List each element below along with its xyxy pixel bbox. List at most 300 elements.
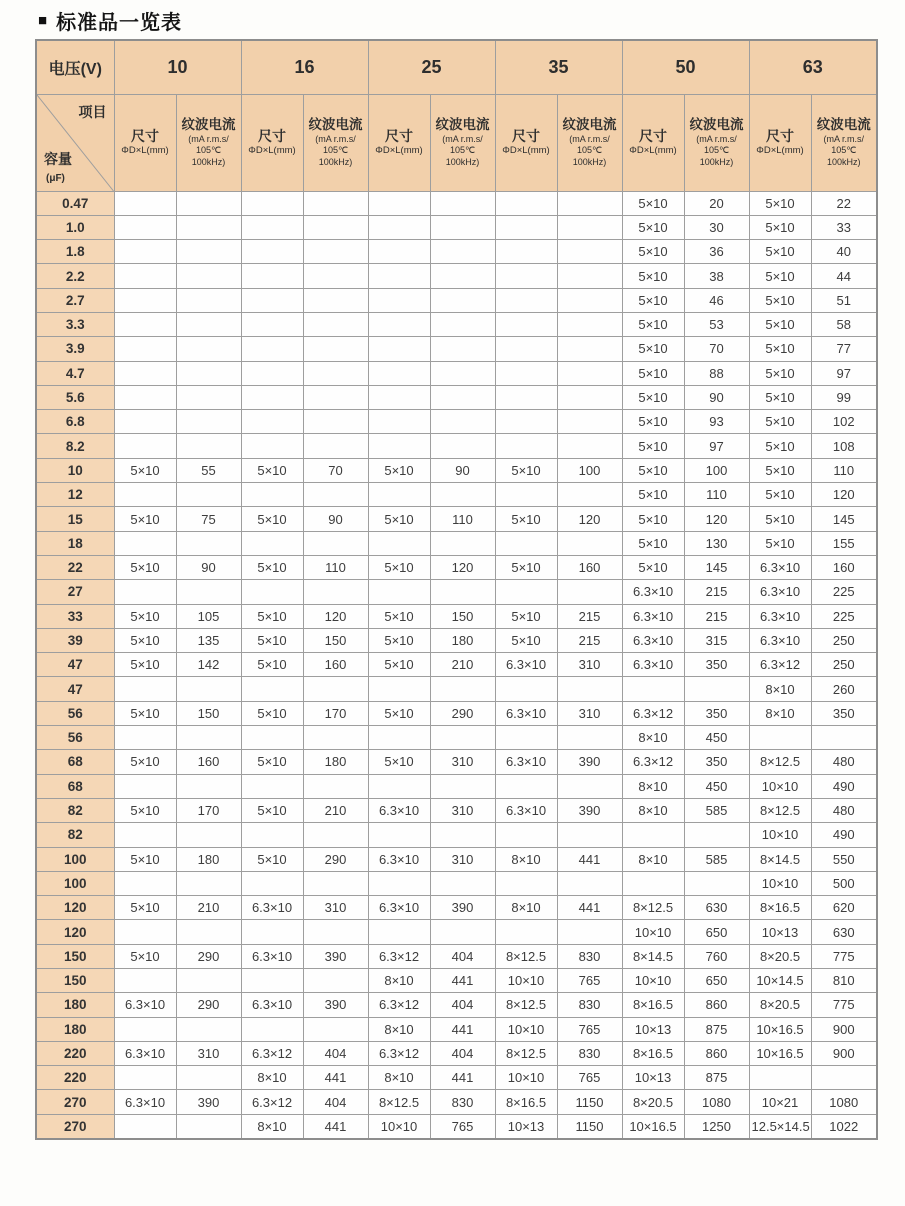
ripple-value-cell xyxy=(176,871,241,895)
ripple-value-cell: 58 xyxy=(811,312,877,336)
ripple-value-cell: 875 xyxy=(684,1066,749,1090)
table-row xyxy=(36,361,877,385)
size-value-cell: 6.3×10 xyxy=(749,580,811,604)
ripple-value-cell xyxy=(557,361,622,385)
ripple-value-cell: 108 xyxy=(811,434,877,458)
ripple-value-cell: 110 xyxy=(430,507,495,531)
size-value-cell: 5×10 xyxy=(368,701,430,725)
ripple-value-cell: 90 xyxy=(303,507,368,531)
size-value-cell: 6.3×10 xyxy=(495,653,557,677)
ripple-value-cell xyxy=(303,823,368,847)
ripple-value-cell: 310 xyxy=(430,750,495,774)
ripple-value-cell: 145 xyxy=(684,555,749,579)
size-value-cell: 8×10 xyxy=(622,847,684,871)
capacity-cell: 33 xyxy=(36,604,114,628)
size-value-cell xyxy=(241,410,303,434)
ripple-value-cell xyxy=(303,677,368,701)
size-value-cell: 5×10 xyxy=(749,215,811,239)
size-value-cell: 5×10 xyxy=(495,604,557,628)
size-value-cell xyxy=(241,288,303,312)
size-value-cell: 6.3×12 xyxy=(622,701,684,725)
ripple-value-cell: 1022 xyxy=(811,1114,877,1138)
capacity-cell: 2.7 xyxy=(36,288,114,312)
size-value-cell: 5×10 xyxy=(749,458,811,482)
ripple-value-cell: 36 xyxy=(684,240,749,264)
size-value-cell xyxy=(241,920,303,944)
ripple-value-cell: 404 xyxy=(430,1041,495,1065)
ripple-value-cell: 875 xyxy=(684,1017,749,1041)
ripple-value-cell xyxy=(684,677,749,701)
ripple-value-cell: 900 xyxy=(811,1017,877,1041)
size-value-cell: 6.3×10 xyxy=(114,1090,176,1114)
table-row xyxy=(36,969,877,993)
ripple-value-cell: 100 xyxy=(684,458,749,482)
size-value-cell xyxy=(114,774,176,798)
size-value-cell xyxy=(622,677,684,701)
voltage-header-16: 16 xyxy=(241,40,368,94)
size-value-cell xyxy=(495,823,557,847)
capacity-cell: 47 xyxy=(36,677,114,701)
size-value-cell: 5×10 xyxy=(622,555,684,579)
ripple-value-cell: 120 xyxy=(811,483,877,507)
size-value-cell: 5×10 xyxy=(749,410,811,434)
capacity-cell: 1.0 xyxy=(36,215,114,239)
ripple-value-cell xyxy=(430,726,495,750)
ripple-value-cell: 1150 xyxy=(557,1114,622,1138)
size-value-cell xyxy=(241,264,303,288)
voltage-corner-label: 电压(V) xyxy=(36,40,114,94)
ripple-value-cell xyxy=(303,1017,368,1041)
capacity-cell: 120 xyxy=(36,896,114,920)
size-value-cell: 5×10 xyxy=(114,628,176,652)
ripple-current-header-25v: 纹波电流 (mA r.m.s/ 105℃ 100kHz) xyxy=(430,94,495,191)
size-value-cell: 5×10 xyxy=(749,434,811,458)
table-row xyxy=(36,580,877,604)
size-value-cell xyxy=(368,410,430,434)
ripple-value-cell xyxy=(557,434,622,458)
size-value-cell xyxy=(114,264,176,288)
ripple-value-cell xyxy=(176,361,241,385)
table-body xyxy=(36,191,877,1139)
size-value-cell xyxy=(495,677,557,701)
size-value-cell xyxy=(368,337,430,361)
size-value-cell: 5×10 xyxy=(114,847,176,871)
ripple-value-cell: 120 xyxy=(303,604,368,628)
size-value-cell xyxy=(368,312,430,336)
capacity-cell: 3.9 xyxy=(36,337,114,361)
ripple-value-cell: 775 xyxy=(811,993,877,1017)
ripple-value-cell xyxy=(430,337,495,361)
ripple-value-cell: 350 xyxy=(684,653,749,677)
ripple-value-cell xyxy=(430,920,495,944)
ripple-value-cell: 830 xyxy=(557,993,622,1017)
ripple-value-cell: 20 xyxy=(684,191,749,215)
size-value-cell: 6.3×10 xyxy=(114,993,176,1017)
ripple-value-cell: 53 xyxy=(684,312,749,336)
ripple-value-cell xyxy=(176,677,241,701)
ripple-value-cell xyxy=(176,969,241,993)
size-value-cell xyxy=(241,969,303,993)
ripple-value-cell xyxy=(303,312,368,336)
ripple-value-cell: 145 xyxy=(811,507,877,531)
size-value-cell: 8×10 xyxy=(368,1017,430,1041)
size-value-cell xyxy=(495,264,557,288)
ripple-value-cell: 250 xyxy=(811,628,877,652)
ripple-value-cell: 585 xyxy=(684,847,749,871)
ripple-value-cell: 390 xyxy=(430,896,495,920)
table-row xyxy=(36,191,877,215)
size-value-cell: 6.3×10 xyxy=(749,604,811,628)
size-value-cell xyxy=(749,1066,811,1090)
ripple-value-cell xyxy=(303,240,368,264)
size-value-cell xyxy=(241,677,303,701)
size-value-cell: 6.3×12 xyxy=(368,1041,430,1065)
size-value-cell xyxy=(114,337,176,361)
ripple-value-cell xyxy=(176,240,241,264)
size-value-cell: 8×20.5 xyxy=(749,944,811,968)
ripple-value-cell: 215 xyxy=(557,628,622,652)
ripple-value-cell: 150 xyxy=(176,701,241,725)
size-value-cell: 5×10 xyxy=(749,483,811,507)
ripple-value-cell: 38 xyxy=(684,264,749,288)
size-value-cell xyxy=(114,531,176,555)
size-value-cell xyxy=(368,434,430,458)
size-value-cell: 12.5×14.5 xyxy=(749,1114,811,1138)
size-value-cell: 5×10 xyxy=(114,458,176,482)
size-value-cell xyxy=(368,774,430,798)
ripple-value-cell: 830 xyxy=(430,1090,495,1114)
table-row xyxy=(36,798,877,822)
size-value-cell: 5×10 xyxy=(495,628,557,652)
size-value-cell: 5×10 xyxy=(241,555,303,579)
size-value-cell: 6.3×10 xyxy=(495,750,557,774)
ripple-value-cell xyxy=(430,288,495,312)
size-value-cell xyxy=(114,288,176,312)
size-value-cell: 10×14.5 xyxy=(749,969,811,993)
size-value-cell: 5×10 xyxy=(114,896,176,920)
ripple-current-header-16v: 纹波电流 (mA r.m.s/ 105℃ 100kHz) xyxy=(303,94,368,191)
capacity-cell: 39 xyxy=(36,628,114,652)
table-row xyxy=(36,1090,877,1114)
size-value-cell: 5×10 xyxy=(749,288,811,312)
ripple-value-cell: 1080 xyxy=(684,1090,749,1114)
ripple-value-cell: 33 xyxy=(811,215,877,239)
ripple-value-cell: 51 xyxy=(811,288,877,312)
ripple-value-cell: 99 xyxy=(811,385,877,409)
size-value-cell: 5×10 xyxy=(622,410,684,434)
size-value-cell: 5×10 xyxy=(241,798,303,822)
table-row xyxy=(36,847,877,871)
size-value-cell: 10×21 xyxy=(749,1090,811,1114)
table-row xyxy=(36,823,877,847)
size-value-cell xyxy=(368,288,430,312)
size-value-cell xyxy=(114,240,176,264)
size-value-cell xyxy=(495,920,557,944)
size-value-cell xyxy=(368,726,430,750)
ripple-value-cell: 225 xyxy=(811,580,877,604)
capacity-cell: 10 xyxy=(36,458,114,482)
capacity-cell: 56 xyxy=(36,701,114,725)
size-value-cell xyxy=(241,361,303,385)
size-header-25v: 尺寸 ΦD×L(mm) xyxy=(368,94,430,191)
size-value-cell: 5×10 xyxy=(622,264,684,288)
size-value-cell xyxy=(495,288,557,312)
size-value-cell: 6.3×12 xyxy=(622,750,684,774)
capacity-cell: 100 xyxy=(36,847,114,871)
size-value-cell xyxy=(368,385,430,409)
ripple-value-cell xyxy=(557,240,622,264)
ripple-value-cell: 260 xyxy=(811,677,877,701)
ripple-value-cell xyxy=(176,823,241,847)
ripple-value-cell xyxy=(303,774,368,798)
ripple-value-cell: 250 xyxy=(811,653,877,677)
size-value-cell: 10×16.5 xyxy=(749,1041,811,1065)
capacity-cell: 220 xyxy=(36,1041,114,1065)
size-value-cell: 5×10 xyxy=(368,555,430,579)
ripple-value-cell: 500 xyxy=(811,871,877,895)
size-value-cell: 5×10 xyxy=(368,604,430,628)
ripple-value-cell: 1250 xyxy=(684,1114,749,1138)
capacity-cell: 220 xyxy=(36,1066,114,1090)
size-value-cell xyxy=(114,580,176,604)
size-value-cell: 5×10 xyxy=(114,507,176,531)
size-value-cell xyxy=(114,483,176,507)
ripple-value-cell xyxy=(430,191,495,215)
size-header-50v: 尺寸 ΦD×L(mm) xyxy=(622,94,684,191)
ripple-value-cell xyxy=(684,823,749,847)
size-value-cell: 5×10 xyxy=(622,531,684,555)
size-value-cell: 5×10 xyxy=(622,458,684,482)
size-value-cell: 6.3×10 xyxy=(622,604,684,628)
size-value-cell xyxy=(114,726,176,750)
size-value-cell xyxy=(241,871,303,895)
ripple-value-cell: 760 xyxy=(684,944,749,968)
ripple-value-cell: 170 xyxy=(176,798,241,822)
size-value-cell: 5×10 xyxy=(622,337,684,361)
size-header-63v: 尺寸 ΦD×L(mm) xyxy=(749,94,811,191)
ripple-value-cell xyxy=(811,726,877,750)
capacity-cell: 270 xyxy=(36,1090,114,1114)
ripple-value-cell: 290 xyxy=(176,993,241,1017)
ripple-value-cell: 315 xyxy=(684,628,749,652)
ripple-value-cell xyxy=(303,385,368,409)
capacity-cell: 8.2 xyxy=(36,434,114,458)
ripple-value-cell: 210 xyxy=(176,896,241,920)
size-value-cell: 6.3×10 xyxy=(495,798,557,822)
size-value-cell xyxy=(495,191,557,215)
capacity-cell: 68 xyxy=(36,750,114,774)
capacity-cell: 82 xyxy=(36,823,114,847)
table-row xyxy=(36,458,877,482)
size-value-cell xyxy=(241,215,303,239)
capacity-cell: 15 xyxy=(36,507,114,531)
size-value-cell: 6.3×10 xyxy=(749,628,811,652)
size-value-cell: 6.3×12 xyxy=(749,653,811,677)
ripple-value-cell: 160 xyxy=(303,653,368,677)
table-row xyxy=(36,750,877,774)
size-value-cell: 5×10 xyxy=(241,628,303,652)
ripple-value-cell xyxy=(176,774,241,798)
size-value-cell: 6.3×10 xyxy=(749,555,811,579)
ripple-value-cell xyxy=(557,677,622,701)
size-value-cell: 8×12.5 xyxy=(495,944,557,968)
ripple-value-cell xyxy=(176,1114,241,1138)
ripple-value-cell: 775 xyxy=(811,944,877,968)
ripple-value-cell: 290 xyxy=(176,944,241,968)
ripple-value-cell xyxy=(176,288,241,312)
ripple-value-cell: 290 xyxy=(303,847,368,871)
capacity-cell: 56 xyxy=(36,726,114,750)
size-value-cell xyxy=(368,240,430,264)
size-value-cell: 5×10 xyxy=(622,434,684,458)
ripple-value-cell: 390 xyxy=(557,750,622,774)
table-row xyxy=(36,240,877,264)
ripple-value-cell xyxy=(176,726,241,750)
size-value-cell: 5×10 xyxy=(114,653,176,677)
capacity-cell: 180 xyxy=(36,993,114,1017)
size-value-cell: 5×10 xyxy=(241,750,303,774)
ripple-value-cell: 100 xyxy=(557,458,622,482)
ripple-value-cell: 160 xyxy=(176,750,241,774)
size-value-cell: 5×10 xyxy=(368,750,430,774)
ripple-value-cell xyxy=(303,483,368,507)
size-value-cell: 5×10 xyxy=(241,847,303,871)
ripple-value-cell: 110 xyxy=(684,483,749,507)
ripple-value-cell: 441 xyxy=(303,1066,368,1090)
size-value-cell: 5×10 xyxy=(622,312,684,336)
standard-products-table xyxy=(35,39,878,1140)
size-value-cell: 5×10 xyxy=(749,240,811,264)
table-row xyxy=(36,1114,877,1138)
ripple-value-cell: 404 xyxy=(430,944,495,968)
size-value-cell: 8×14.5 xyxy=(749,847,811,871)
ripple-value-cell: 630 xyxy=(684,896,749,920)
ripple-value-cell: 900 xyxy=(811,1041,877,1065)
ripple-value-cell: 155 xyxy=(811,531,877,555)
ripple-value-cell xyxy=(303,580,368,604)
size-value-cell: 8×10 xyxy=(749,677,811,701)
size-value-cell xyxy=(114,191,176,215)
ripple-value-cell xyxy=(430,774,495,798)
table-row xyxy=(36,1017,877,1041)
ripple-value-cell xyxy=(176,483,241,507)
ripple-value-cell xyxy=(176,337,241,361)
size-value-cell xyxy=(241,191,303,215)
table-row xyxy=(36,483,877,507)
ripple-value-cell: 215 xyxy=(557,604,622,628)
capacity-cell: 180 xyxy=(36,1017,114,1041)
ripple-value-cell: 180 xyxy=(303,750,368,774)
ripple-value-cell: 450 xyxy=(684,774,749,798)
size-value-cell: 8×12.5 xyxy=(749,750,811,774)
size-value-cell: 10×13 xyxy=(749,920,811,944)
ripple-current-header-50v: 纹波电流 (mA r.m.s/ 105℃ 100kHz) xyxy=(684,94,749,191)
ripple-value-cell: 70 xyxy=(303,458,368,482)
ripple-value-cell xyxy=(430,361,495,385)
ripple-value-cell: 170 xyxy=(303,701,368,725)
size-value-cell: 10×10 xyxy=(749,823,811,847)
ripple-value-cell: 215 xyxy=(684,604,749,628)
capacity-cell: 270 xyxy=(36,1114,114,1138)
diagonal-capacity-unit: (μF) xyxy=(46,172,65,184)
size-value-cell xyxy=(241,580,303,604)
ripple-value-cell: 585 xyxy=(684,798,749,822)
capacity-cell: 1.8 xyxy=(36,240,114,264)
capacity-cell: 150 xyxy=(36,969,114,993)
ripple-value-cell xyxy=(430,240,495,264)
capacity-cell: 100 xyxy=(36,871,114,895)
size-value-cell xyxy=(114,871,176,895)
size-value-cell xyxy=(368,483,430,507)
size-value-cell xyxy=(241,774,303,798)
size-value-cell xyxy=(495,385,557,409)
ripple-value-cell xyxy=(176,264,241,288)
table-row xyxy=(36,337,877,361)
ripple-value-cell xyxy=(303,191,368,215)
size-value-cell xyxy=(241,726,303,750)
size-value-cell xyxy=(241,483,303,507)
size-value-cell xyxy=(495,774,557,798)
ripple-value-cell xyxy=(684,871,749,895)
size-value-cell xyxy=(368,823,430,847)
ripple-value-cell: 30 xyxy=(684,215,749,239)
size-value-cell xyxy=(114,969,176,993)
size-value-cell xyxy=(495,434,557,458)
size-value-cell xyxy=(495,215,557,239)
size-value-cell: 6.3×10 xyxy=(241,993,303,1017)
size-value-cell: 8×10 xyxy=(495,847,557,871)
voltage-header-25: 25 xyxy=(368,40,495,94)
size-value-cell xyxy=(495,312,557,336)
diagonal-capacity-label: 容量 xyxy=(44,150,72,167)
size-header-10v: 尺寸 ΦD×L(mm) xyxy=(114,94,176,191)
size-value-cell: 5×10 xyxy=(241,507,303,531)
table-row xyxy=(36,1041,877,1065)
size-value-cell: 5×10 xyxy=(114,798,176,822)
ripple-value-cell: 350 xyxy=(811,701,877,725)
size-value-cell: 6.3×10 xyxy=(622,653,684,677)
table-row xyxy=(36,215,877,239)
capacity-cell: 0.47 xyxy=(36,191,114,215)
ripple-value-cell: 75 xyxy=(176,507,241,531)
size-value-cell: 5×10 xyxy=(749,264,811,288)
capacity-cell: 3.3 xyxy=(36,312,114,336)
ripple-value-cell xyxy=(303,969,368,993)
ripple-value-cell: 90 xyxy=(684,385,749,409)
ripple-value-cell: 97 xyxy=(811,361,877,385)
table-row xyxy=(36,531,877,555)
ripple-value-cell: 210 xyxy=(303,798,368,822)
size-value-cell: 6.3×10 xyxy=(368,847,430,871)
ripple-value-cell xyxy=(430,871,495,895)
table-row xyxy=(36,312,877,336)
size-value-cell: 5×10 xyxy=(622,215,684,239)
ripple-value-cell xyxy=(557,531,622,555)
size-value-cell: 6.3×12 xyxy=(368,993,430,1017)
ripple-value-cell xyxy=(303,410,368,434)
ripple-value-cell: 22 xyxy=(811,191,877,215)
size-value-cell xyxy=(114,215,176,239)
size-value-cell xyxy=(241,531,303,555)
ripple-value-cell: 441 xyxy=(430,969,495,993)
size-value-cell xyxy=(495,580,557,604)
capacity-cell: 82 xyxy=(36,798,114,822)
size-value-cell: 10×16.5 xyxy=(622,1114,684,1138)
size-value-cell: 5×10 xyxy=(622,483,684,507)
ripple-value-cell: 290 xyxy=(430,701,495,725)
size-value-cell xyxy=(114,312,176,336)
table-row xyxy=(36,726,877,750)
